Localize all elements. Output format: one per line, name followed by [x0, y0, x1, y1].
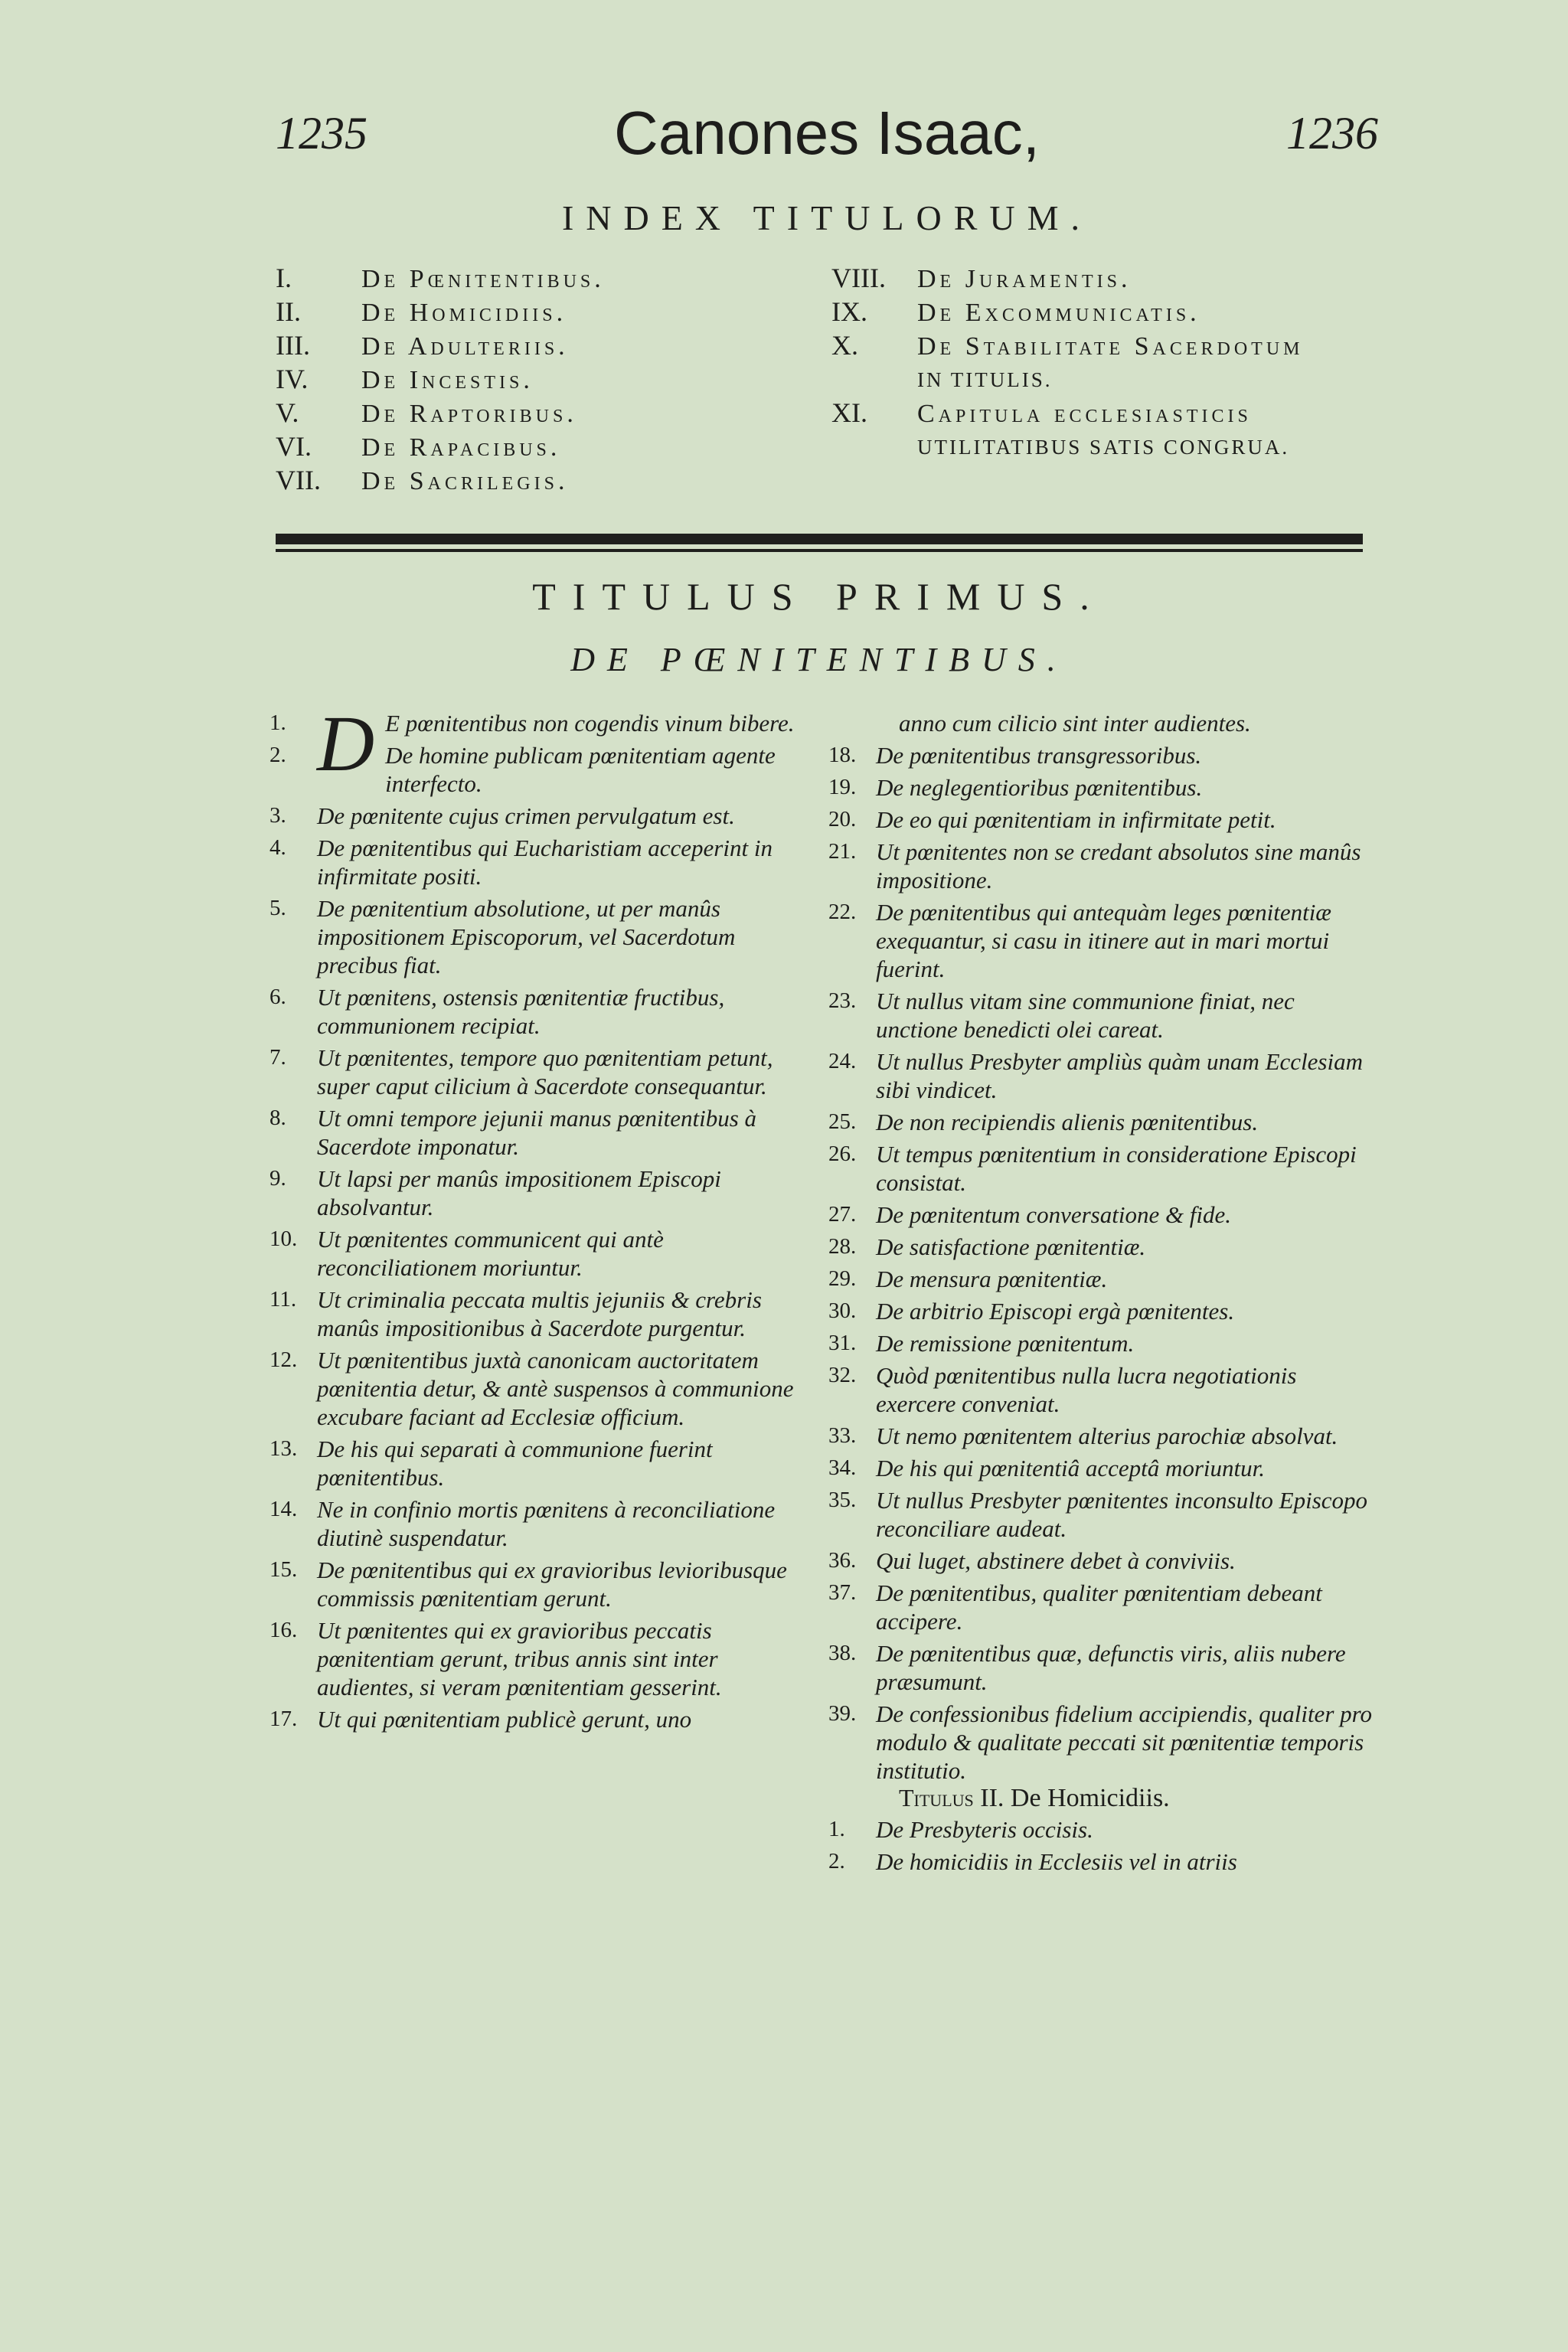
canon-entry: [828, 1486, 1378, 1543]
canon-entry: [828, 1265, 1378, 1293]
section-divider: [276, 534, 1363, 544]
index-item: [831, 329, 1390, 363]
entry-text: De pœnitentibus qui antequàm leges pœnitentiæ exequantur, si casu in itinere aut in mari mortui fuerint.: [876, 899, 1331, 982]
index-label-continuation: IN TITULIS.: [917, 368, 1053, 391]
entry-text: Ut nullus vitam sine communione finiat, nec unctione benedicti olei careat.: [876, 988, 1295, 1043]
entry-number: 36.: [828, 1548, 857, 1573]
index-label: De Homicidiis.: [361, 299, 567, 327]
entry-continuation: anno cum cilicio sint inter audientes.: [899, 710, 1251, 737]
canon-entry: [270, 983, 805, 1040]
index-title: INDEX TITULORUM.: [561, 198, 1093, 237]
entry-number: 18.: [828, 743, 857, 767]
entry-text: De homicidiis in Ecclesiis vel in atriis: [876, 1848, 1237, 1875]
canon-entry: [828, 1547, 1378, 1575]
index-column-left: [276, 262, 827, 498]
entry-text: Ut pœnitentibus juxtà canonicam auctoritatem pœnitentia detur, & antè suspensos à communione excubare faciant ad Ecclesiæ officium.: [317, 1347, 794, 1430]
entry-number: 8.: [270, 1106, 286, 1130]
entry-number: 26.: [828, 1142, 857, 1166]
entry-text: De his qui separati à communione fuerint pœnitentibus.: [317, 1436, 713, 1491]
index-numeral: VII.: [276, 465, 321, 495]
entry-number: 14.: [270, 1497, 298, 1521]
entry-number: 22.: [828, 900, 857, 924]
entry-number: 2.: [828, 1849, 845, 1873]
entry-number: 21.: [828, 839, 857, 864]
entry-number: 31.: [828, 1331, 857, 1355]
index-numeral: IX.: [831, 296, 867, 327]
canon-entry: [270, 834, 805, 890]
entry-number: 29.: [828, 1266, 857, 1291]
index-label: De Juramentis.: [917, 265, 1132, 293]
index-item: [276, 430, 827, 464]
entry-text: Ut lapsi per manûs impositionem Episcopi absolvantur.: [317, 1165, 721, 1220]
entry-text: De neglegentioribus pœnitentibus.: [876, 774, 1203, 801]
titulus-two-numeral: II.: [980, 1784, 1004, 1812]
canon-entry: [270, 741, 805, 798]
canon-entry: [270, 1556, 805, 1612]
entry-text: Ut qui pœnitentiam publicè gerunt, uno: [317, 1706, 692, 1733]
canon-entry: [828, 1329, 1378, 1357]
entry-text: Ut pœnitentes non se credant absolutos sine manûs impositione.: [876, 838, 1361, 893]
canon-entry: [270, 1104, 805, 1161]
entry-text: E pœnitentibus non cogendis vinum bibere.: [385, 710, 795, 737]
entry-number: 32.: [828, 1363, 857, 1387]
index-numeral: VIII.: [831, 263, 886, 293]
canon-entry: [828, 1579, 1378, 1635]
entry-number: 16.: [270, 1618, 298, 1642]
entry-number: 39.: [828, 1701, 857, 1726]
index-numeral: I.: [276, 263, 292, 293]
canon-entry: [828, 1815, 1378, 1844]
entry-text: De confessionibus fidelium accipiendis, qualiter pro modulo & qualitate peccati sit pœnitentiæ temporis institutio.: [876, 1700, 1373, 1784]
titulus-subheading: DE PŒNITENTIBUS.: [570, 641, 1068, 678]
index-label: De Adulteriis.: [361, 332, 569, 361]
canon-entry: [270, 1346, 805, 1431]
index-item: [276, 363, 827, 397]
entry-number: 25.: [828, 1109, 857, 1134]
index-label: De Sacrilegis.: [361, 467, 569, 495]
index-numeral: XI.: [831, 397, 867, 428]
index-numeral: II.: [276, 296, 301, 327]
index-numeral: IV.: [276, 364, 309, 394]
entry-text: De eo qui pœnitentiam in infirmitate petit.: [876, 806, 1276, 833]
canon-entry: [828, 1847, 1378, 1876]
entry-text: De mensura pœnitentiæ.: [876, 1266, 1108, 1292]
entry-number: 9.: [270, 1166, 286, 1191]
entry-number: 12.: [270, 1348, 298, 1372]
index-item: [831, 296, 1390, 329]
canon-entry: [828, 1108, 1378, 1136]
index-label: De Rapacibus.: [361, 433, 561, 462]
entry-text: De arbitrio Episcopi ergà pœnitentes.: [876, 1298, 1235, 1325]
entry-number: 4.: [270, 835, 286, 860]
page-number-left: 1235: [276, 108, 368, 158]
titulus-two-heading: [828, 1784, 1378, 1812]
entry-number: 23.: [828, 988, 857, 1013]
canon-entry: [828, 1297, 1378, 1325]
entry-text: Ut criminalia peccata multis jejuniis & crebris manûs impositionibus à Sacerdote purgentur.: [317, 1286, 762, 1341]
canon-entry: [828, 1233, 1378, 1261]
entry-text: De remissione pœnitentum.: [876, 1330, 1135, 1357]
canon-entry: [828, 1454, 1378, 1482]
entry-text: De non recipiendis alienis pœnitentibus.: [876, 1109, 1259, 1135]
entry-number: 19.: [828, 775, 857, 799]
entry-number: 3.: [270, 803, 286, 828]
index-item: [831, 397, 1390, 430]
entry-text: Ut pœnitentes, tempore quo pœnitentiam petunt, super caput cilicium à Sacerdote consequantur.: [317, 1044, 773, 1099]
entry-number: 13.: [270, 1436, 298, 1461]
section-divider-thin: [276, 549, 1363, 552]
index-label: De Stabilitate Sacerdotum: [917, 332, 1304, 361]
entry-text: Quòd pœnitentibus nulla lucra negotiationis exercere conveniat.: [876, 1362, 1297, 1417]
canon-entry: [270, 1285, 805, 1342]
canon-entry: [828, 741, 1378, 769]
entry-number: 20.: [828, 807, 857, 831]
index-column-right: [831, 262, 1390, 464]
entry-text: De Presbyteris occisis.: [876, 1816, 1093, 1843]
index-numeral: X.: [831, 330, 858, 361]
index-item: [276, 262, 827, 296]
entry-text: De pœnitentibus quæ, defunctis viris, aliis nubere præsumunt.: [876, 1640, 1346, 1695]
canon-entry: [270, 1225, 805, 1282]
entry-number: 1.: [270, 710, 286, 735]
index-item: [276, 397, 827, 430]
canon-entry: [270, 1435, 805, 1491]
canon-entry: [270, 1495, 805, 1552]
canon-entry: [270, 802, 805, 830]
entry-number: 33.: [828, 1423, 857, 1448]
canon-entry: [828, 1200, 1378, 1229]
entry-text: De pœnitentibus, qualiter pœnitentiam debeant accipere.: [876, 1579, 1322, 1635]
index-label: De Raptoribus.: [361, 400, 577, 428]
entry-text: De pœnitentium absolutione, ut per manûs impositionem Episcoporum, vel Sacerdotum precibus fiat.: [317, 895, 736, 978]
index-numeral: V.: [276, 397, 299, 428]
canon-entry: [270, 1616, 805, 1701]
titulus-two-prefix: Titulus: [899, 1784, 974, 1811]
entry-number: 34.: [828, 1455, 857, 1480]
index-label: Capitula ecclesiasticis: [917, 400, 1252, 428]
entry-text: De pœnitentibus qui Eucharistiam acceperint in infirmitate positi.: [317, 835, 773, 890]
entry-number: 24.: [828, 1049, 857, 1073]
entry-number: 37.: [828, 1580, 857, 1605]
canon-entry: [828, 898, 1378, 983]
entry-number: 10.: [270, 1227, 298, 1251]
entry-text: Ut pœnitentes communicent qui antè reconciliationem moriuntur.: [317, 1226, 664, 1281]
entry-number: 15.: [270, 1557, 298, 1582]
entry-text: De his qui pœnitentiâ acceptâ moriuntur.: [876, 1455, 1266, 1481]
entry-number: 28.: [828, 1234, 857, 1259]
index-item: [276, 464, 827, 498]
canon-entry: [270, 1705, 805, 1733]
entry-text: De pœnitentum conversatione & fide.: [876, 1201, 1232, 1228]
entry-number: 27.: [828, 1202, 857, 1227]
entry-number: 7.: [270, 1045, 286, 1070]
canon-entry: [828, 987, 1378, 1044]
canon-entry: [828, 1140, 1378, 1197]
running-title: Canones Isaac,: [614, 99, 1040, 167]
entry-number: 2.: [270, 743, 286, 767]
entry-number: 5.: [270, 896, 286, 920]
entry-number: 30.: [828, 1298, 857, 1323]
canon-entry: [270, 1044, 805, 1100]
entry-number: 17.: [270, 1707, 298, 1731]
left-column: [270, 700, 805, 1737]
entry-text: Ne in confinio mortis pœnitens à reconciliatione diutinè suspendatur.: [317, 1496, 776, 1551]
canon-entry: [828, 773, 1378, 802]
canon-entry: [828, 1361, 1378, 1418]
canon-entry: [828, 1047, 1378, 1104]
entry-text: De homine publicam pœnitentiam agente interfecto.: [385, 742, 776, 797]
titulus-two-title: De Homicidiis.: [1010, 1784, 1170, 1812]
entry-text: Ut nullus Presbyter pœnitentes inconsulto Episcopo reconciliare audeat.: [876, 1487, 1368, 1542]
entry-number: 11.: [270, 1287, 297, 1312]
entry-text: Ut tempus pœnitentium in consideratione Episcopi consistat.: [876, 1141, 1357, 1196]
index-label: De Excommunicatis.: [917, 299, 1200, 327]
drop-cap: D: [317, 700, 375, 788]
canon-entry: [828, 1422, 1378, 1450]
canon-entry: [828, 838, 1378, 894]
entry-number: 1.: [828, 1817, 845, 1841]
entry-text: Ut nullus Presbyter ampliùs quàm unam Ecclesiam sibi vindicet.: [876, 1048, 1363, 1103]
entry-text: De pœnitentibus transgressoribus.: [876, 742, 1202, 769]
entry-text: De pœnitente cujus crimen pervulgatum est.: [317, 802, 735, 829]
index-label: De Incestis.: [361, 366, 534, 394]
right-column: [828, 709, 1378, 1880]
page-number-right: 1236: [1286, 108, 1378, 158]
entry-text: Ut nemo pœnitentem alterius parochiæ absolvat.: [876, 1423, 1338, 1449]
index-item: [276, 329, 827, 363]
canon-entry: [828, 1700, 1378, 1785]
canon-entry: [828, 1639, 1378, 1696]
entry-text: Ut omni tempore jejunii manus pœnitentibus à Sacerdote imponatur.: [317, 1105, 757, 1160]
entry-text: Ut pœnitens, ostensis pœnitentiæ fructibus, communionem recipiat.: [317, 984, 725, 1039]
index-label-continuation: UTILITATIBUS SATIS CONGRUA.: [917, 436, 1290, 459]
entry-text: Qui luget, abstinere debet à conviviis.: [876, 1547, 1236, 1574]
canon-entry: [270, 894, 805, 979]
entry-text: Ut pœnitentes qui ex gravioribus peccatis pœnitentiam gerunt, tribus annis sint inter audientes, si veram pœnitentiam gesserint.: [317, 1617, 722, 1700]
canon-entry: [828, 805, 1378, 834]
index-numeral: VI.: [276, 431, 312, 462]
titulus-heading: TITULUS PRIMUS.: [532, 575, 1106, 618]
running-header: [276, 90, 1378, 167]
index-numeral: III.: [276, 330, 310, 361]
entry-number: 38.: [828, 1641, 857, 1665]
entry-number: 6.: [270, 985, 286, 1009]
index-label: De Pœnitentibus.: [361, 265, 605, 293]
entry-text: De pœnitentibus qui ex gravioribus levioribusque commissis pœnitentiam gerunt.: [317, 1557, 787, 1612]
index-item: [276, 296, 827, 329]
index-item: [831, 262, 1390, 296]
canon-entry: [270, 1165, 805, 1221]
entry-text: De satisfactione pœnitentiæ.: [876, 1233, 1146, 1260]
entry-number: 35.: [828, 1488, 857, 1512]
